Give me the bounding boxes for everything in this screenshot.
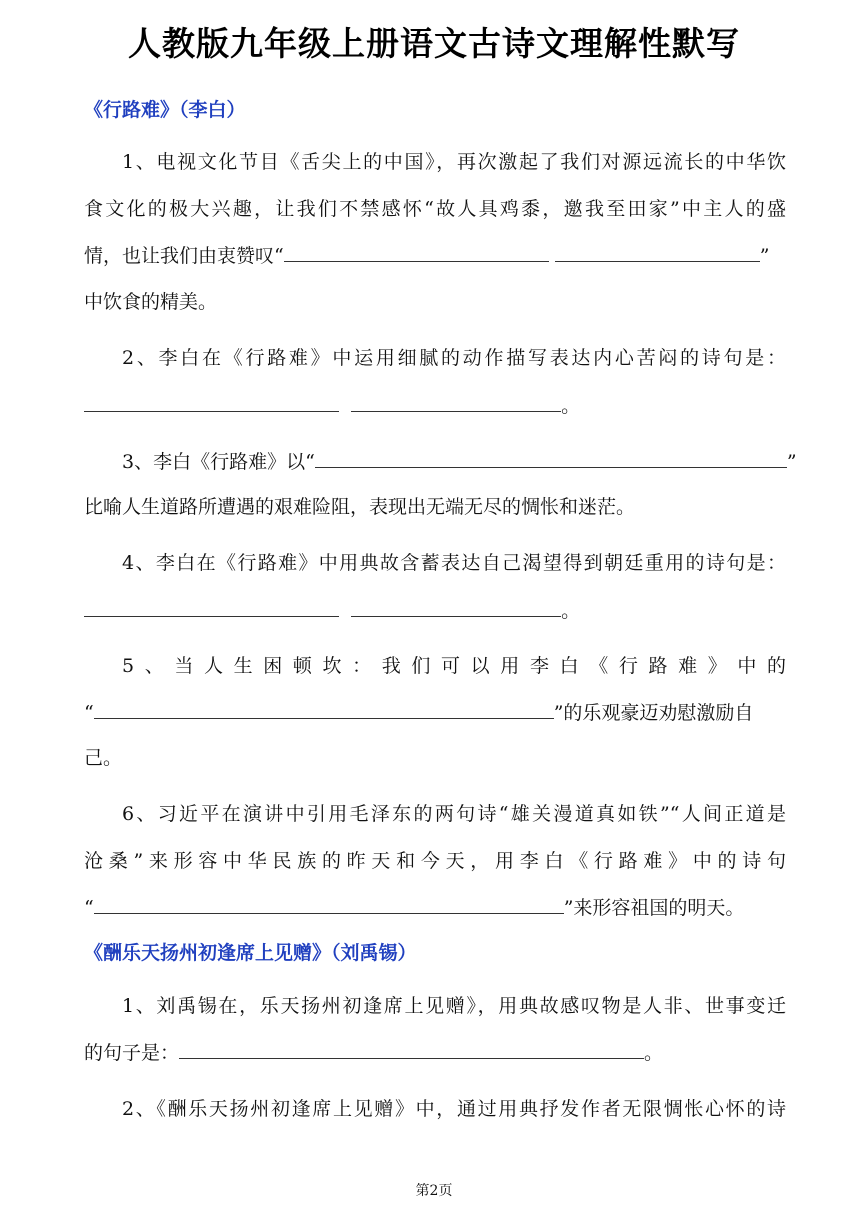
section2-question-1-text: 的句子是： xyxy=(84,1042,180,1064)
page-title: 人教版九年级上册语文古诗文理解性默写 xyxy=(128,24,740,63)
answer-blank[interactable] xyxy=(94,895,564,914)
question-6-text: ”来形容祖国的明天。 xyxy=(563,897,745,919)
answer-blank[interactable] xyxy=(351,598,561,617)
question-4-line-1: 4、李白在《行路难》中用典故含蓄表达自己渴望得到朝廷重用的诗句是： xyxy=(122,552,786,574)
question-1-line-3 xyxy=(84,243,786,268)
question-6-line-1: 6、习近平在演讲中引用毛泽东的两句诗“雄关漫道真如铁”“人间正道是 xyxy=(122,803,786,825)
answer-blank[interactable] xyxy=(179,1040,644,1059)
answer-blank[interactable] xyxy=(94,700,554,719)
question-2-line-2 xyxy=(84,393,786,418)
section2-question-1-line-1: 1、刘禹锡在，乐天扬州初逢席上见赠》，用典故感叹物是人非、世事变迁 xyxy=(122,995,786,1017)
question-3-text: 3、李白《行路难》以“ xyxy=(122,451,315,473)
answer-blank[interactable] xyxy=(555,243,760,262)
question-6-line-3 xyxy=(84,895,786,920)
question-1-line-1: 1、电视文化节目《舌尖上的中国》，再次激起了我们对源远流长的中华饮 xyxy=(122,151,786,173)
close-quote: ” xyxy=(786,451,797,473)
open-quote: “ xyxy=(84,897,94,919)
page-number: 第2页 xyxy=(415,1183,453,1199)
answer-blank[interactable] xyxy=(315,449,787,468)
question-6-line-2: 沧桑”来形容中华民族的昨天和今天，用李白《行路难》中的诗句 xyxy=(84,850,786,872)
question-5-line-1: 5、当人生困顿坎：我们可以用李白《行路难》中的 xyxy=(122,655,786,677)
answer-blank[interactable] xyxy=(284,243,549,262)
open-quote: “ xyxy=(84,702,94,724)
question-5-text: ”的乐观豪迈劝慰激励自 xyxy=(553,702,754,724)
question-1-line-2: 食文化的极大兴趣，让我们不禁感怀“故人具鸡黍，邀我至田家”中主人的盛 xyxy=(84,198,786,220)
question-1-line-4: 中饮食的精美。 xyxy=(84,291,218,313)
section2-question-1-line-2 xyxy=(84,1040,786,1065)
question-3-line-1 xyxy=(122,449,797,474)
answer-blank[interactable] xyxy=(84,598,339,617)
section-heading-xinglunan: 《行路难》（李白） xyxy=(84,99,246,121)
question-5-line-2 xyxy=(84,700,786,725)
question-4-line-2 xyxy=(84,598,786,623)
answer-blank[interactable] xyxy=(351,393,561,412)
section-heading-chou-letian: 《酬乐天扬州初逢席上见赠》（刘禹锡） xyxy=(84,942,417,964)
answer-blank[interactable] xyxy=(84,393,339,412)
question-2-line-1: 2、李白在《行路难》中运用细腻的动作描写表达内心苦闷的诗句是： xyxy=(122,347,786,369)
section2-question-2-line-1: 2、《酬乐天扬州初逢席上见赠》中，通过用典抒发作者无限惆怅心怀的诗 xyxy=(122,1098,786,1120)
question-3-line-2: 比喻人生道路所遭遇的艰难险阻，表现出无端无尽的惆怅和迷茫。 xyxy=(84,496,636,518)
period: 。 xyxy=(644,1042,664,1064)
question-5-line-3: 己。 xyxy=(84,747,123,769)
period: 。 xyxy=(561,600,581,622)
close-quote: ” xyxy=(759,245,770,267)
question-1-text: 情，也让我们由衷赞叹“ xyxy=(84,245,284,267)
period: 。 xyxy=(561,395,581,417)
